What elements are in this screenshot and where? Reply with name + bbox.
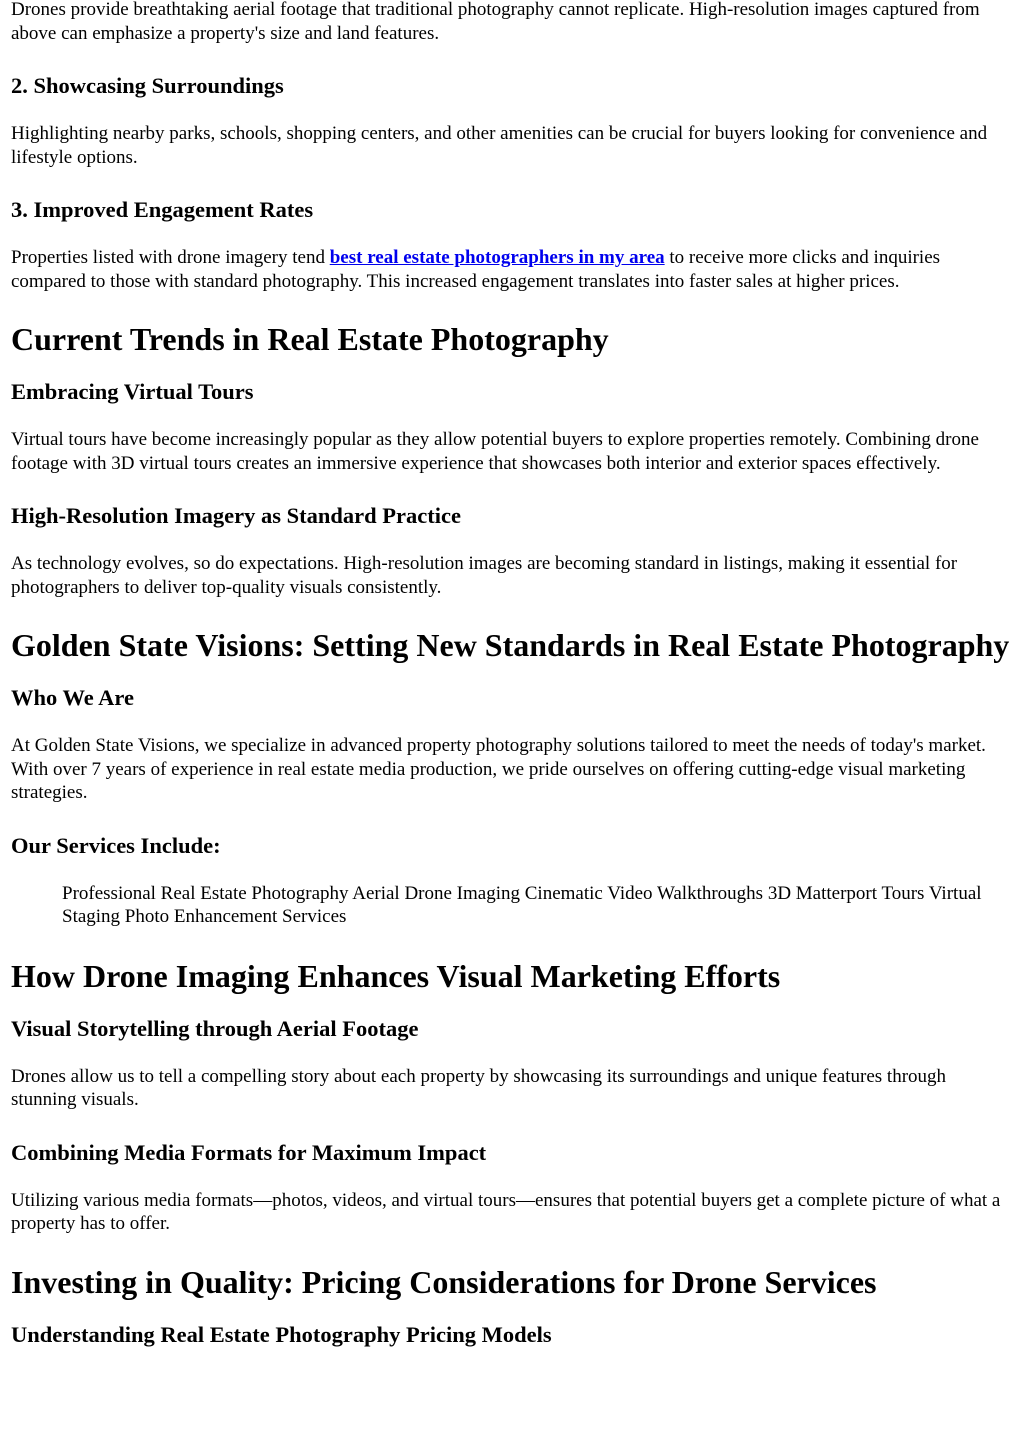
heading-high-resolution: High-Resolution Imagery as Standard Practice xyxy=(11,503,461,528)
article-body xyxy=(11,0,1011,1371)
paragraph-engagement-after: to receive more clicks and inquiries compared to those with standard photography. This increased engagement translates into faster sales at higher prices. xyxy=(11,247,941,292)
heading-virtual-tours: Embracing Virtual Tours xyxy=(11,379,254,404)
heading-improved-engagement: 3. Improved Engagement Rates xyxy=(11,197,314,222)
heading-golden-state-visions: Golden State Visions: Setting New Standards in Real Estate Photography xyxy=(11,627,1010,663)
heading-current-trends: Current Trends in Real Estate Photography xyxy=(11,321,609,357)
heading-drone-imaging: How Drone Imaging Enhances Visual Marketing Efforts xyxy=(11,957,781,994)
paragraph-engagement-before: Properties listed with drone imagery tend xyxy=(11,247,330,268)
paragraph-high-resolution: As technology evolves, so do expectations. High-resolution images are becoming standard in listings, making it essential for photographers to deliver top-quality visuals consistently. xyxy=(11,553,958,598)
heading-showcasing-surroundings: 2. Showcasing Surroundings xyxy=(11,73,284,98)
heading-investing-quality: Investing in Quality: Pricing Considerations for Drone Services xyxy=(11,1263,877,1300)
paragraph-engagement xyxy=(11,246,1011,293)
heading-who-we-are: Who We Are xyxy=(11,685,134,710)
heading-combining-media: Combining Media Formats for Maximum Impact xyxy=(11,1139,487,1165)
heading-our-services: Our Services Include: xyxy=(11,832,221,858)
heading-pricing-models: Understanding Real Estate Photography Pricing Models xyxy=(11,1321,552,1347)
services-list: Professional Real Estate Photography Aerial Drone Imaging Cinematic Video Walkthroughs 3D Matterport Tours Virtual Staging Photo Enhancement Services xyxy=(62,882,982,927)
paragraph-combining-media: Utilizing various media formats—photos, videos, and virtual tours—ensures that potential buyers get a complete picture of what a property has to offer. xyxy=(11,1189,1001,1234)
paragraph-aerial-footage: Drones provide breathtaking aerial footage that traditional photography cannot replicate. High-resolution images captured from above can emphasize a property's size and land features. xyxy=(11,0,980,44)
heading-visual-storytelling: Visual Storytelling through Aerial Footage xyxy=(11,1015,419,1041)
paragraph-visual-storytelling: Drones allow us to tell a compelling story about each property by showcasing its surroundings and unique features through stunning visuals. xyxy=(11,1065,947,1110)
paragraph-virtual-tours: Virtual tours have become increasingly popular as they allow potential buyers to explore properties remotely. Combining drone footage with 3D virtual tours creates an immersive experience that showcases both interior and exterior spaces effectively. xyxy=(11,429,979,474)
photographers-link[interactable]: best real estate photographers in my area xyxy=(329,247,665,268)
paragraph-surroundings: Highlighting nearby parks, schools, shopping centers, and other amenities can be crucial for buyers looking for convenience and lifestyle options. xyxy=(11,123,988,168)
paragraph-who-we-are: At Golden State Visions, we specialize in advanced property photography solutions tailored to meet the needs of today's market. With over 7 years of experience in real estate media production, we pride ourselves on offering cutting-edge visual marketing strategies. xyxy=(11,735,986,803)
